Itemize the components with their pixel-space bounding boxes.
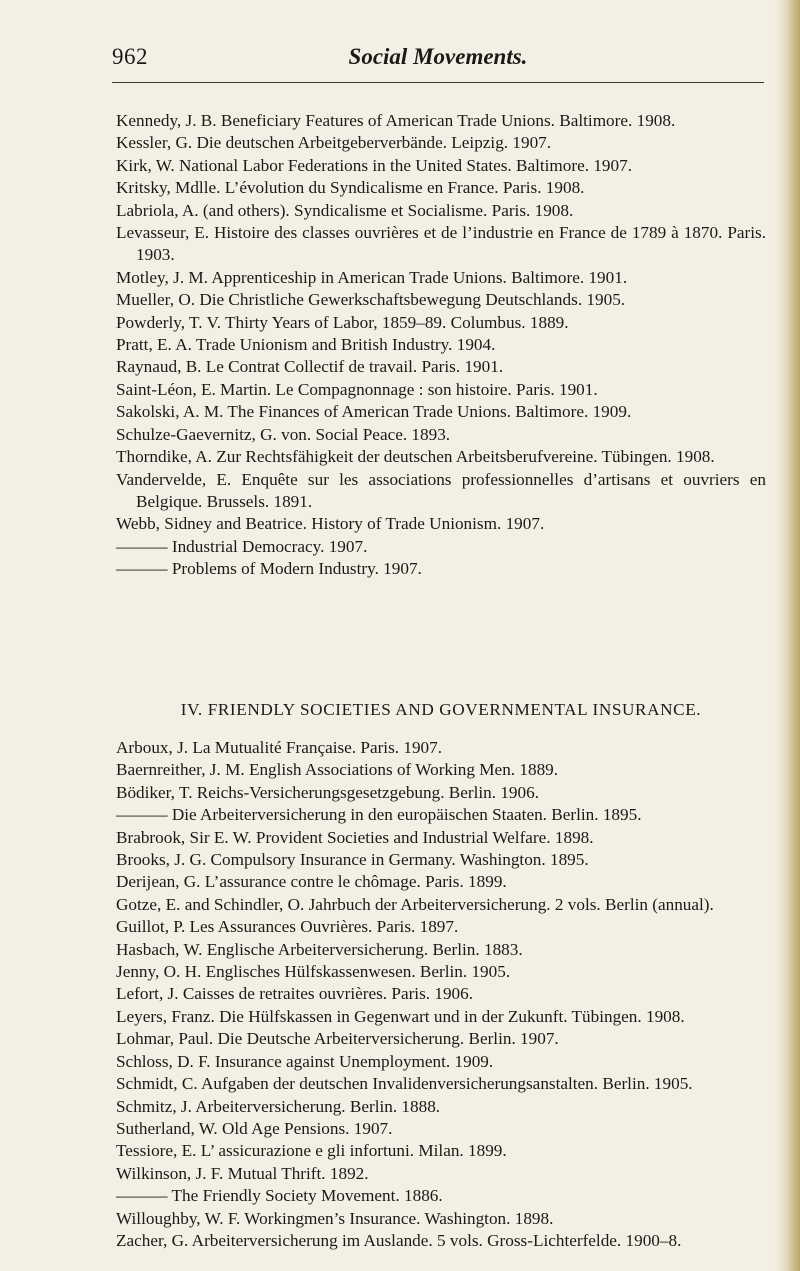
page-edge-shadow (774, 0, 800, 1271)
bibliography-entry: Schulze-Gaevernitz, G. von. Social Peace. 1893. (116, 424, 451, 444)
bibliography-entry: Saint-Léon, E. Martin. Le Compagnonnage : son histoire. Paris. 1901. (116, 379, 598, 399)
bibliography-list-trade-unions (116, 110, 766, 581)
bibliography-entry: Labriola, A. (and others). Syndicalisme et Socialisme. Paris. 1908. (116, 200, 574, 220)
bibliography-entry: Kennedy, J. B. Beneficiary Features of American Trade Unions. Baltimore. 1908. (116, 111, 676, 130)
bibliography-entry: Powderly, T. V. Thirty Years of Labor, 1859–89. Columbus. 1889. (116, 312, 569, 332)
bibliography-entry: Mueller, O. Die Christliche Gewerkschaftsbewegung Deutschlands. 1905. (116, 290, 626, 310)
bibliography-entry: Bödiker, T. Reichs-Versicherungsgesetzgebung. Berlin. 1906. (116, 782, 540, 802)
bibliography-entry: Sakolski, A. M. The Finances of American Trade Unions. Baltimore. 1909. (116, 402, 632, 422)
bibliography-entry: ——— Industrial Democracy. 1907. (116, 536, 368, 556)
bibliography-entry: Tessiore, E. L’ assicurazione e gli infortuni. Milan. 1899. (116, 1141, 507, 1161)
bibliography-entry: Zacher, G. Arbeiterversicherung im Auslande. 5 vols. Gross-Lichterfelde. 1900–8. (116, 1230, 682, 1250)
bibliography-entry: Sutherland, W. Old Age Pensions. 1907. (116, 1118, 393, 1138)
bibliography-entry: Schloss, D. F. Insurance against Unemployment. 1909. (116, 1051, 494, 1071)
page-header (112, 42, 764, 83)
bibliography-entry: Raynaud, B. Le Contrat Collectif de travail. Paris. 1901. (116, 357, 504, 377)
bibliography-entry: Willoughby, W. F. Workingmen’s Insurance. Washington. 1898. (116, 1208, 554, 1228)
bibliography-entry: Jenny, O. H. Englisches Hülfskassenwesen. Berlin. 1905. (116, 962, 511, 982)
bibliography-entry: Baernreither, J. M. English Associations of Working Men. 1889. (116, 760, 559, 780)
page-number: 962 (112, 44, 148, 69)
bibliography-entry: Brooks, J. G. Compulsory Insurance in Germany. Washington. 1895. (116, 850, 589, 870)
bibliography-entry: ——— The Friendly Society Movement. 1886. (116, 1186, 443, 1206)
bibliography-entry: Kessler, G. Die deutschen Arbeitgeberverbände. Leipzig. 1907. (116, 133, 552, 153)
running-title: Social Movements. (348, 44, 528, 69)
section-heading: IV. FRIENDLY SOCIETIES AND GOVERNMENTAL INSURANCE. (180, 700, 702, 719)
bibliography-entry: Brabrook, Sir E. W. Provident Societies and Industrial Welfare. 1898. (116, 827, 594, 847)
bibliography-entry: Schmitz, J. Arbeiterversicherung. Berlin. 1888. (116, 1096, 441, 1116)
bibliography-entry: Hasbach, W. Englische Arbeiterversicherung. Berlin. 1883. (116, 939, 523, 959)
bibliography-entry: ——— Die Arbeiterversicherung in den europäischen Staaten. Berlin. 1895. (116, 805, 642, 825)
bibliography-entry: Lohmar, Paul. Die Deutsche Arbeiterversicherung. Berlin. 1907. (116, 1029, 559, 1049)
bibliography-entry: Vandervelde, E. Enquête sur les associations professionnelles d’artisans et ouvriers en Belgique. Brussels. 1891. (116, 469, 766, 511)
bibliography-entry: Kirk, W. National Labor Federations in the United States. Baltimore. 1907. (116, 155, 633, 175)
bibliography-entry: Pratt, E. A. Trade Unionism and British Industry. 1904. (116, 335, 496, 355)
bibliography-entry: ——— Problems of Modern Industry. 1907. (116, 559, 422, 579)
bibliography-entry: Wilkinson, J. F. Mutual Thrift. 1892. (116, 1163, 369, 1183)
bibliography-entry: Arboux, J. La Mutualité Française. Paris. 1907. (116, 738, 443, 757)
bibliography-entry: Webb, Sidney and Beatrice. History of Trade Unionism. 1907. (116, 514, 545, 534)
bibliography-entry: Thorndike, A. Zur Rechtsfähigkeit der deutschen Arbeitsberufvereine. Tübingen. 1908. (116, 447, 715, 467)
bibliography-entry: Lefort, J. Caisses de retraites ouvrières. Paris. 1906. (116, 984, 474, 1004)
bibliography-entry: Kritsky, Mdlle. L’évolution du Syndicalisme en France. Paris. 1908. (116, 178, 585, 198)
bibliography-entry: Guillot, P. Les Assurances Ouvrières. Paris. 1897. (116, 917, 459, 937)
bibliography-entry: Leyers, Franz. Die Hülfskassen in Gegenwart und in der Zukunft. Tübingen. 1908. (116, 1006, 685, 1026)
bibliography-entry: Schmidt, C. Aufgaben der deutschen Invalidenversicherungsanstalten. Berlin. 1905. (116, 1074, 693, 1094)
bibliography-entry: Motley, J. M. Apprenticeship in American Trade Unions. Baltimore. 1901. (116, 267, 628, 287)
bibliography-entry: Derijean, G. L’assurance contre le chômage. Paris. 1899. (116, 872, 507, 892)
bibliography-entry: Levasseur, E. Histoire des classes ouvrières et de l’industrie en France de 1789 à 1870. Paris. 1903. (116, 223, 766, 265)
bibliography-entry: Gotze, E. and Schindler, O. Jahrbuch der Arbeiterversicherung. 2 vols. Berlin (annual). (116, 894, 714, 914)
bibliography-list-friendly-societies (116, 737, 766, 1252)
